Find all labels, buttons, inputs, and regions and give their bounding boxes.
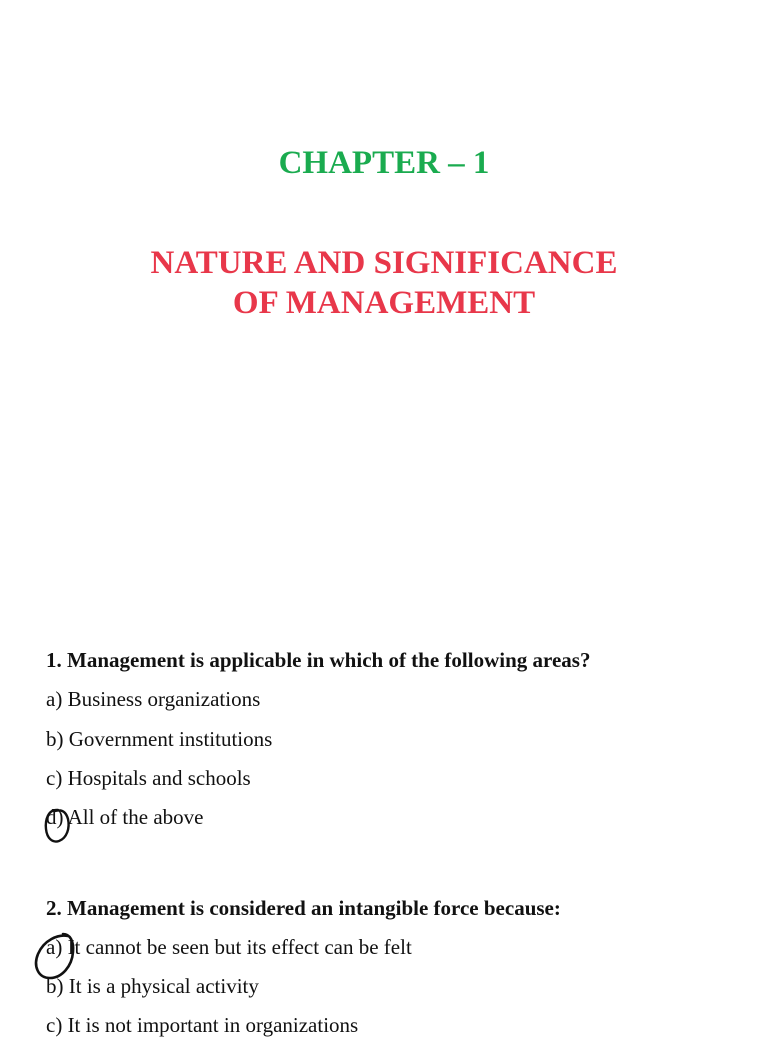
answer-option: a) Business organizations [46,687,261,711]
answer-option: a) It cannot be seen but its effect can be felt [46,935,412,959]
answer-option: b) Government institutions [46,727,273,751]
chapter-heading: CHAPTER – 1 [278,145,490,181]
chapter-title [0,243,768,323]
answer-option: b) It is a physical activity [46,974,259,998]
answer-option: d) All of the above [46,805,204,829]
question-text: 1. Management is applicable in which of the following areas? [46,648,591,672]
question-text: 2. Management is considered an intangible force because: [46,896,561,920]
chapter-title-line-2: OF MANAGEMENT [232,285,536,321]
answer-option: c) Hospitals and schools [46,766,251,790]
chapter-title-line-1: NATURE AND SIGNIFICANCE [150,245,618,281]
answer-option: c) It is not important in organizations [46,1013,359,1037]
